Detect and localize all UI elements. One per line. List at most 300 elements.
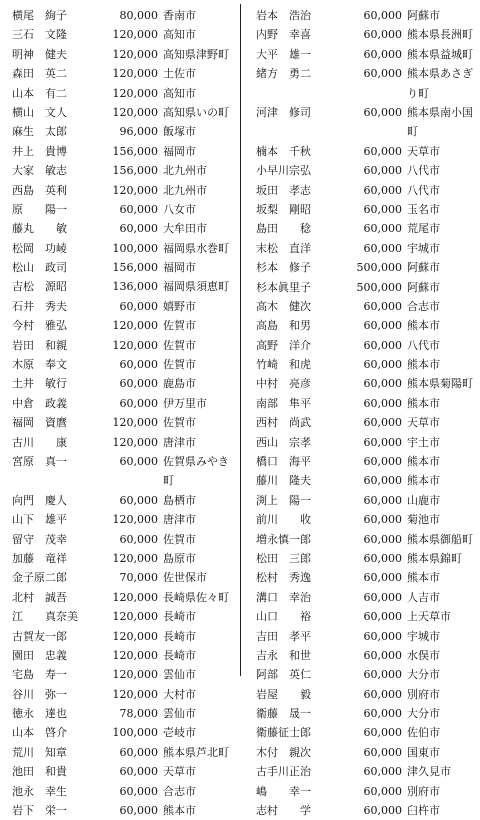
donor-row (256, 665, 478, 684)
donor-address: 長崎市 (163, 648, 196, 662)
donation-amount: 60,000 (363, 144, 402, 158)
donor-address: 長崎市 (163, 629, 196, 643)
donation-amount: 120,000 (112, 513, 158, 527)
donor-name: 山本 啓介 (12, 726, 67, 740)
donor-name: 前川 收 (256, 513, 311, 527)
donation-amount: 60,000 (119, 804, 158, 818)
donation-amount: 60,000 (363, 105, 402, 119)
donation-amount: 60,000 (363, 164, 402, 178)
donor-row (256, 549, 478, 568)
donation-amount: 60,000 (363, 28, 402, 42)
donor-address: 熊本県益城町 (407, 47, 473, 61)
donation-amount: 120,000 (112, 338, 158, 352)
donor-name: 井上 貴博 (12, 144, 67, 158)
donation-amount: 60,000 (363, 513, 402, 527)
donor-row (12, 704, 234, 723)
donor-row (256, 704, 478, 723)
donation-amount: 60,000 (363, 629, 402, 643)
donor-row (12, 588, 234, 607)
donor-address: 水俣市 (407, 648, 440, 662)
donor-row (12, 568, 234, 587)
donation-amount: 60,000 (119, 454, 158, 468)
donor-name: 増永慎一郎 (256, 532, 311, 546)
donor-name: 古手川正治 (256, 765, 311, 779)
donor-row (12, 239, 234, 258)
donor-name: 山本 有二 (12, 86, 67, 100)
donor-name: 明神 健夫 (12, 47, 67, 61)
donor-name: 竹崎 和虎 (256, 358, 311, 372)
donation-amount: 60,000 (119, 532, 158, 546)
donor-row (12, 181, 234, 200)
donor-address: 熊本県錦町 (407, 551, 462, 565)
donor-address: 津久見市 (407, 765, 451, 779)
donation-amount: 60,000 (363, 47, 402, 61)
donor-row (12, 161, 234, 180)
donor-address: 佐賀市 (163, 416, 196, 430)
donor-row (12, 782, 234, 801)
donation-amount: 60,000 (363, 416, 402, 430)
donation-amount: 60,000 (363, 687, 402, 701)
donor-row (256, 723, 478, 742)
donor-address: 高知県いの町 (163, 105, 229, 119)
donor-name: 山口 裕 (256, 610, 311, 624)
donor-address: 高知市 (163, 86, 196, 100)
donor-address: 熊本県長洲町 (407, 28, 473, 42)
donor-row (12, 413, 234, 432)
donor-address: 熊本県あさぎり町 (407, 67, 473, 100)
donor-address: 鹿島市 (163, 377, 196, 391)
donor-row (256, 219, 478, 238)
donor-row (256, 25, 478, 44)
donation-amount: 96,000 (119, 125, 158, 139)
donation-amount: 120,000 (112, 47, 158, 61)
donor-row (256, 627, 478, 646)
donor-row (12, 762, 234, 781)
donor-row (12, 510, 234, 529)
donor-address: 熊本県南小国町 (407, 105, 473, 139)
donor-name: 内野 幸喜 (256, 28, 311, 42)
donor-name: 横山 文人 (12, 105, 67, 119)
donation-amount: 136,000 (112, 280, 158, 294)
donor-name: 河津 修司 (256, 105, 311, 119)
donor-address: 島原市 (163, 551, 196, 565)
donor-address: 別府市 (407, 687, 440, 701)
donation-amount: 60,000 (363, 396, 402, 410)
donor-row (12, 491, 234, 510)
donor-address: 臼杵市 (407, 804, 440, 818)
donor-address: 上天草市 (407, 610, 451, 624)
donor-row (12, 45, 234, 64)
donor-name: 阿部 英仁 (256, 668, 311, 682)
donor-name: 西村 尚武 (256, 416, 311, 430)
donor-name: 溝口 幸治 (256, 590, 311, 604)
donor-address: 佐賀市 (163, 338, 196, 352)
donation-amount: 60,000 (119, 784, 158, 798)
donor-name: 高木 健次 (256, 299, 311, 313)
donor-address: 香南市 (163, 9, 196, 22)
donor-row (256, 607, 478, 626)
donor-address: 合志市 (407, 299, 440, 313)
donor-row (256, 646, 478, 665)
donor-name: 衛藤 晟一 (256, 707, 311, 721)
donor-address: 大牟田市 (163, 222, 207, 236)
donation-amount: 120,000 (112, 86, 158, 100)
donation-amount: 60,000 (363, 183, 402, 197)
donation-amount: 70,000 (119, 571, 158, 585)
donation-amount: 60,000 (363, 435, 402, 449)
donor-name: 吉永 和世 (256, 648, 311, 662)
donor-address: 佐賀県みやき町 (163, 454, 229, 488)
donor-name: 志村 学 (256, 804, 311, 818)
donor-address: 熊本県御船町 (407, 532, 473, 546)
donor-name: 江 真奈美 (12, 610, 78, 624)
donor-address: 熊本市 (407, 571, 440, 585)
donor-row (256, 510, 478, 529)
donation-amount: 156,000 (112, 164, 158, 178)
donor-address: 玉名市 (407, 202, 440, 216)
donor-address: 合志市 (163, 784, 196, 798)
donor-address: 福岡市 (163, 261, 196, 275)
donation-amount: 60,000 (363, 590, 402, 604)
donation-amount: 120,000 (112, 28, 158, 42)
donor-name: 金子原二郎 (12, 571, 67, 585)
donor-address: 熊本県芦北町 (163, 745, 229, 759)
donation-amount: 120,000 (112, 668, 158, 682)
donation-amount: 120,000 (112, 610, 158, 624)
donor-address: 大分市 (407, 707, 440, 721)
donor-name: 加藤 竜祥 (12, 551, 67, 565)
donor-name: 松村 秀逸 (256, 571, 311, 585)
donor-row (12, 84, 234, 103)
donation-amount: 60,000 (363, 222, 402, 236)
donor-name: 宮原 真一 (12, 454, 67, 468)
donation-amount: 120,000 (112, 319, 158, 333)
donor-name: 南部 隼平 (256, 396, 311, 410)
donation-amount: 60,000 (363, 648, 402, 662)
donor-address: 菊池市 (407, 513, 440, 527)
donor-row (256, 530, 478, 549)
donor-address: 天草市 (407, 144, 440, 158)
donor-name: 島田 稔 (256, 222, 311, 236)
donor-row (12, 452, 234, 491)
donor-name: 横尾 絢子 (12, 9, 67, 22)
donor-row (12, 627, 234, 646)
donor-row (12, 258, 234, 277)
donor-name: 中村 亮彦 (256, 377, 311, 391)
donation-amount: 60,000 (363, 784, 402, 798)
donor-name: 木原 奉文 (12, 358, 67, 372)
donor-address: 国東市 (407, 745, 440, 759)
donation-amount: 500,000 (356, 261, 402, 275)
donor-name: 末松 直洋 (256, 241, 311, 255)
donor-row (256, 6, 478, 25)
donation-amount: 60,000 (119, 396, 158, 410)
donor-address: 八代市 (407, 183, 440, 197)
donor-row (12, 723, 234, 742)
donor-name: 土井 敏行 (12, 377, 67, 391)
donor-row (256, 142, 478, 161)
left-column (12, 6, 234, 820)
donor-address: 唐津市 (163, 513, 196, 527)
donation-amount: 100,000 (112, 726, 158, 740)
donor-row (256, 297, 478, 316)
donor-row (12, 801, 234, 820)
donor-row (12, 316, 234, 335)
donor-address: 大分市 (407, 668, 440, 682)
donor-address: 福岡市 (163, 144, 196, 158)
donation-amount: 60,000 (119, 493, 158, 507)
donor-name: 緒方 勇二 (256, 67, 311, 81)
donation-amount: 60,000 (363, 299, 402, 313)
donation-amount: 78,000 (119, 707, 158, 721)
donor-row (256, 181, 478, 200)
donor-row (256, 588, 478, 607)
donor-name: 大平 雄一 (256, 47, 311, 61)
donor-row (256, 103, 478, 142)
donation-amount: 120,000 (112, 590, 158, 604)
donor-address: 阿蘇市 (407, 280, 440, 294)
donor-address: 宇城市 (407, 241, 440, 255)
donor-row (256, 782, 478, 801)
donor-address: 八代市 (407, 338, 440, 352)
donor-row (12, 394, 234, 413)
donor-row (12, 219, 234, 238)
donation-amount: 60,000 (363, 241, 402, 255)
donor-name: 松山 政司 (12, 261, 67, 275)
donor-name: 麻生 太郎 (12, 125, 67, 139)
donor-address: 阿蘇市 (407, 9, 440, 22)
donor-address: 北九州市 (163, 164, 207, 178)
donor-row (256, 801, 478, 820)
donation-amount: 120,000 (112, 687, 158, 701)
donor-address: 阿蘇市 (407, 261, 440, 275)
donor-row (12, 743, 234, 762)
donor-address: 島栖市 (163, 493, 196, 507)
donor-row (12, 277, 234, 296)
donor-row (12, 297, 234, 316)
donor-name: 大家 敏志 (12, 164, 67, 178)
donor-name: 松岡 功崚 (12, 241, 67, 255)
donation-amount: 60,000 (119, 299, 158, 313)
donor-address: 熊本市 (407, 319, 440, 333)
donor-name: 原 陽一 (12, 202, 67, 216)
donor-row (12, 6, 234, 25)
donation-amount: 60,000 (119, 222, 158, 236)
donor-name: 岩下 栄一 (12, 804, 67, 818)
donation-amount: 120,000 (112, 551, 158, 565)
donor-address: 宇城市 (407, 629, 440, 643)
donation-amount: 500,000 (356, 280, 402, 294)
donor-name: 徳永 達也 (12, 707, 67, 721)
donor-name: 宅島 寿一 (12, 668, 67, 682)
donor-address: 佐賀市 (163, 319, 196, 333)
donor-name: 渕上 陽一 (256, 493, 311, 507)
donor-row (256, 413, 478, 432)
donation-amount: 60,000 (119, 202, 158, 216)
donor-address: 雲仙市 (163, 707, 196, 721)
donation-amount: 60,000 (363, 765, 402, 779)
donor-row (256, 200, 478, 219)
donation-amount: 60,000 (363, 377, 402, 391)
donor-row (12, 25, 234, 44)
donor-row (12, 607, 234, 626)
donation-amount: 60,000 (363, 474, 402, 488)
donation-amount: 60,000 (119, 377, 158, 391)
donor-row (12, 665, 234, 684)
donor-address: 雲仙市 (163, 668, 196, 682)
donor-address: 長崎県佐々町 (163, 590, 229, 604)
donor-address: 佐賀市 (163, 358, 196, 372)
donation-amount: 156,000 (112, 261, 158, 275)
donor-name: 池田 和貴 (12, 765, 67, 779)
donation-amount: 120,000 (112, 648, 158, 662)
donor-name: 留守 茂幸 (12, 532, 67, 546)
right-column (256, 6, 478, 820)
donor-name: 中倉 政義 (12, 396, 67, 410)
donor-name: 古賀友一郎 (12, 629, 67, 643)
donor-name: 藤丸 敏 (12, 222, 67, 236)
donor-row (256, 743, 478, 762)
donor-address: 福岡県須恵町 (163, 280, 229, 294)
donation-amount: 100,000 (112, 241, 158, 255)
donor-row (256, 394, 478, 413)
donation-amount: 60,000 (363, 551, 402, 565)
donor-address: 熊本市 (163, 804, 196, 818)
donor-name: 山下 雄平 (12, 513, 67, 527)
donor-address: 佐賀市 (163, 532, 196, 546)
donor-row (256, 762, 478, 781)
donor-name: 園田 忠義 (12, 648, 67, 662)
donation-amount: 120,000 (112, 629, 158, 643)
donor-name: 吉田 孝平 (256, 629, 311, 643)
donation-amount: 60,000 (363, 9, 402, 22)
donation-amount: 120,000 (112, 435, 158, 449)
donor-name: 杉本眞里子 (256, 280, 311, 294)
donor-name: 藤川 隆夫 (256, 474, 311, 488)
donor-name: 西島 英利 (12, 183, 67, 197)
donation-amount: 60,000 (363, 668, 402, 682)
donor-address: 宇土市 (407, 435, 440, 449)
donation-amount: 60,000 (363, 707, 402, 721)
donor-name: 衛藤征士郎 (256, 726, 311, 740)
donor-name: 岩屋 毅 (256, 687, 311, 701)
donor-row (12, 549, 234, 568)
donor-name: 西山 宗孝 (256, 435, 311, 449)
donation-amount: 156,000 (112, 144, 158, 158)
donor-name: 楠本 千秋 (256, 144, 311, 158)
donor-address: 佐伯市 (407, 726, 440, 740)
donation-amount: 60,000 (119, 765, 158, 779)
donation-amount: 60,000 (363, 455, 402, 469)
donor-name: 木付 親次 (256, 745, 311, 759)
donation-amount: 60,000 (363, 610, 402, 624)
donor-address: 熊本県菊陽町 (407, 377, 473, 391)
donor-row (12, 685, 234, 704)
donor-name: 谷川 弥一 (12, 687, 67, 701)
donation-amount: 60,000 (363, 202, 402, 216)
donation-amount: 60,000 (363, 338, 402, 352)
donor-name: 今村 雅弘 (12, 319, 67, 333)
donor-name: 福岡 資麿 (12, 416, 67, 430)
donor-name: 嶋 幸一 (256, 784, 311, 798)
donor-row (12, 142, 234, 161)
donor-name: 松田 三郎 (256, 551, 311, 565)
donor-address: 熊本市 (407, 455, 440, 469)
donation-amount: 60,000 (363, 67, 402, 81)
donor-address: 八女市 (163, 202, 196, 216)
donor-address: 高知県津野町 (163, 47, 229, 61)
donor-row (12, 646, 234, 665)
donation-amount: 120,000 (112, 183, 158, 197)
donor-address: 別府市 (407, 784, 440, 798)
donation-amount: 60,000 (363, 726, 402, 740)
donor-row (256, 258, 478, 277)
donor-address: 長崎市 (163, 610, 196, 624)
donor-name: 古川 康 (12, 435, 67, 449)
donor-name: 高島 和男 (256, 319, 311, 333)
donor-address: 嬉野市 (163, 299, 196, 313)
donation-amount: 60,000 (363, 493, 402, 507)
donor-address: 高知市 (163, 28, 196, 42)
donation-amount: 60,000 (363, 319, 402, 333)
donor-name: 石井 秀夫 (12, 299, 67, 313)
donor-row (256, 278, 478, 297)
donor-address: 唐津市 (163, 435, 196, 449)
donor-address: 人吉市 (407, 590, 440, 604)
donor-row (12, 336, 234, 355)
donation-amount: 60,000 (363, 745, 402, 759)
donor-address: 天草市 (163, 765, 196, 779)
donor-name: 吉松 源昭 (12, 280, 67, 294)
donor-row (256, 336, 478, 355)
donor-row (12, 355, 234, 374)
donor-name: 杉本 修子 (256, 261, 311, 275)
donor-name: 坂梨 剛昭 (256, 202, 311, 216)
donor-address: 大村市 (163, 687, 196, 701)
donor-row (256, 471, 478, 490)
donor-name: 池永 幸生 (12, 784, 67, 798)
donation-amount: 60,000 (119, 358, 158, 372)
donor-name: 北村 誠吾 (12, 590, 67, 604)
donor-name: 荒川 知章 (12, 745, 67, 759)
donor-address: 土佐市 (163, 67, 196, 81)
donor-address: 北九州市 (163, 183, 207, 197)
donor-row (256, 374, 478, 393)
donor-row (12, 433, 234, 452)
donor-name: 高野 洋介 (256, 338, 311, 352)
donation-amount: 120,000 (112, 67, 158, 81)
donor-row (256, 433, 478, 452)
donor-row (256, 568, 478, 587)
donor-address: 熊本市 (407, 474, 440, 488)
donor-address: 佐世保市 (163, 571, 207, 585)
donor-name: 小早川宗弘 (256, 164, 311, 178)
donor-address: 熊本市 (407, 358, 440, 372)
donor-row (12, 200, 234, 219)
donor-name: 坂田 孝志 (256, 183, 311, 197)
donor-address: 壱岐市 (163, 726, 196, 740)
donation-amount: 60,000 (363, 804, 402, 818)
donor-address: 熊本市 (407, 396, 440, 410)
donor-row (256, 45, 478, 64)
donation-amount: 60,000 (119, 745, 158, 759)
donor-row (12, 374, 234, 393)
donor-address: 八代市 (407, 164, 440, 178)
donor-row (12, 103, 234, 122)
donor-row (12, 530, 234, 549)
donor-name: 岩本 浩治 (256, 9, 311, 22)
donor-name: 三石 文隆 (12, 28, 67, 42)
